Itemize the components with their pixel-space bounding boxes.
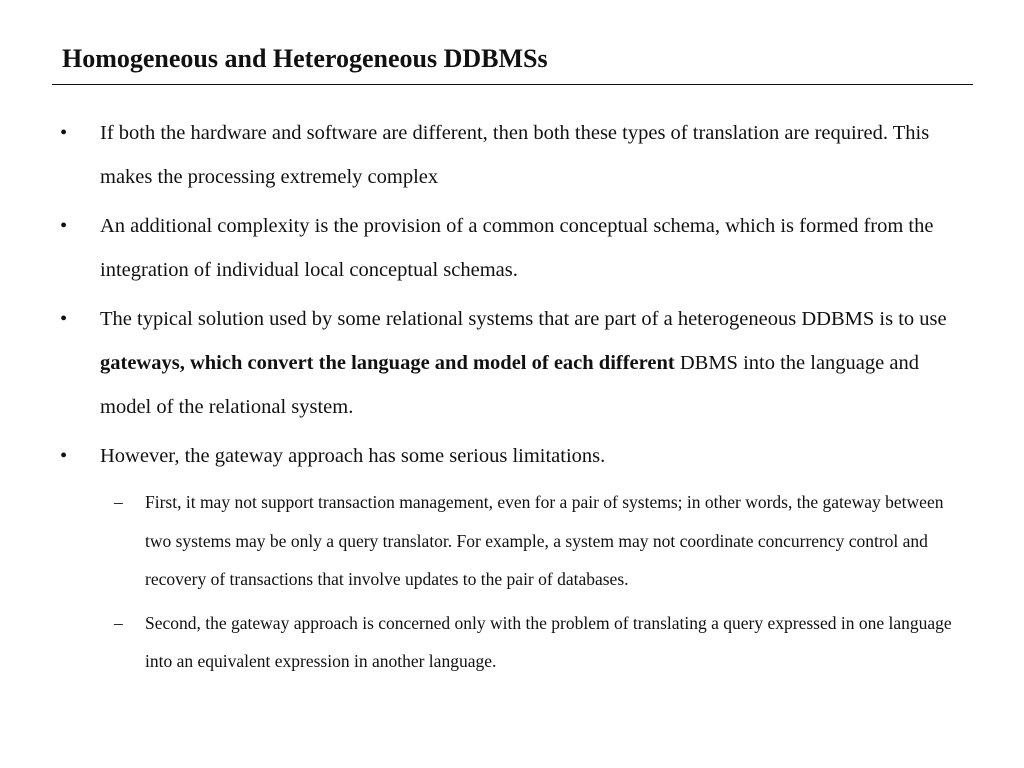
bullet-item: [0, 434, 970, 478]
sub-bullet-text: Second, the gateway approach is concerned only with the problem of translating a query expressed in one language into an equivalent expression in another language.: [145, 612, 952, 671]
bullet-marker: •: [60, 308, 68, 330]
bullet-item: [0, 204, 970, 292]
sub-bullet-list: [0, 483, 1024, 681]
bullet-text-pre: The typical solution used by some relational systems that are part of a heterogeneous DDBMS is to use: [100, 308, 947, 330]
sub-bullet-marker: –: [114, 612, 123, 633]
bullet-item: [0, 111, 970, 199]
bullet-item: [0, 297, 970, 429]
title-divider: [52, 84, 973, 85]
slide-content: [0, 111, 1024, 686]
sub-bullet-item: [0, 483, 965, 599]
sub-bullet-item: [0, 604, 965, 681]
bullet-text-bold: gateways, which convert the language and model of each different: [100, 352, 675, 374]
sub-bullet-marker: –: [114, 492, 123, 512]
bullet-text: However, the gateway approach has some serious limitations.: [100, 445, 606, 467]
bullet-text: An additional complexity is the provision of a common conceptual schema, which is formed from the integration of individual local conceptual schemas.: [100, 215, 934, 281]
bullet-marker: •: [60, 215, 68, 237]
bullet-marker: •: [60, 445, 68, 467]
sub-bullet-text: First, it may not support transaction management, even for a pair of systems; in other words, the gateway between two systems may be only a query translator. For example, a system may not coordinate concurrency control and recovery of transactions that involve updates to the pair of databases.: [145, 492, 944, 589]
slide-title: Homogeneous and Heterogeneous DDBMSs: [62, 44, 548, 73]
bullet-text: If both the hardware and software are different, then both these types of translation are required. This makes the processing extremely complex: [100, 122, 930, 188]
bullet-text-post: DBMS into the language and model of the relational system.: [100, 352, 919, 418]
bullet-marker: •: [60, 122, 68, 144]
